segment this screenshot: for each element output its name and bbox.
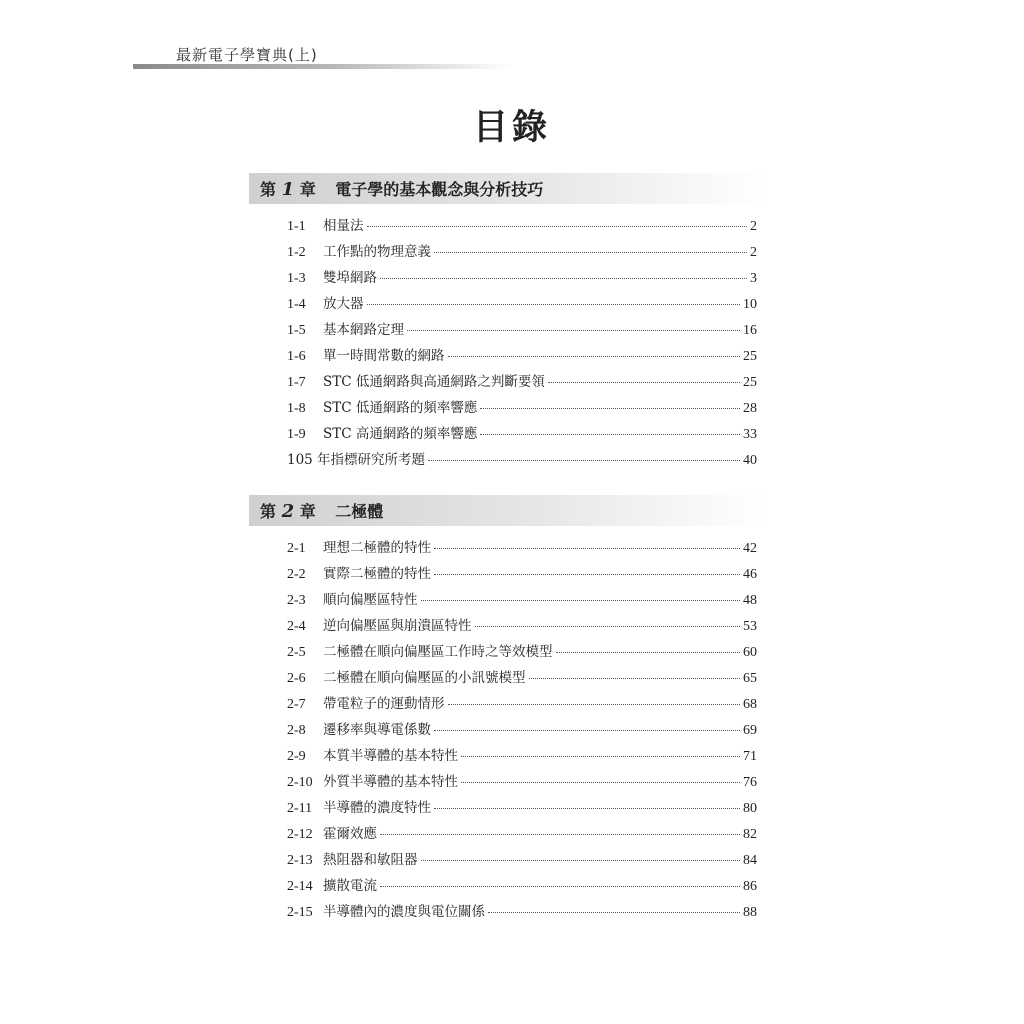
entry-title: 工作點的物理意義 — [323, 244, 431, 260]
toc-entry — [287, 900, 757, 926]
entry-title: 遷移率與導電係數 — [323, 722, 431, 738]
entry-page-number: 2 — [750, 219, 757, 234]
toc-entry — [287, 822, 757, 848]
toc-entry — [287, 396, 757, 422]
toc-entry — [287, 588, 757, 614]
entry-number: 2-6 — [287, 671, 306, 686]
entry-number: 2-3 — [287, 593, 306, 608]
entry-page-number: 82 — [743, 827, 757, 842]
entry-page-number: 84 — [743, 853, 757, 868]
entry-page-number: 3 — [750, 271, 757, 286]
dot-leader — [548, 382, 740, 383]
entry-number: 1-2 — [287, 245, 306, 260]
chapter-1-entries — [287, 214, 757, 474]
toc-entry — [287, 240, 757, 266]
dot-leader — [461, 756, 740, 757]
toc-entry — [287, 640, 757, 666]
entry-page-number: 65 — [743, 671, 757, 686]
toc-entry — [287, 744, 757, 770]
entry-title: 二極體在順向偏壓區工作時之等效模型 — [323, 644, 553, 660]
entry-title: 實際二極體的特性 — [323, 566, 431, 582]
entry-number: 2-7 — [287, 697, 306, 712]
entry-title: 二極體在順向偏壓區的小訊號模型 — [323, 670, 526, 686]
toc-entry — [287, 796, 757, 822]
book-title: 最新電子學寶典(上) — [176, 46, 318, 64]
entry-title: 單一時間常數的網路 — [323, 348, 445, 364]
toc-entry — [287, 614, 757, 640]
entry-page-number: 16 — [743, 323, 757, 338]
entry-number: 2-12 — [287, 827, 313, 842]
entry-page-number: 25 — [743, 349, 757, 364]
toc-entry — [287, 536, 757, 562]
entry-number: 2-11 — [287, 801, 313, 816]
dot-leader — [556, 652, 741, 653]
entry-title: 雙埠網路 — [323, 270, 377, 286]
entry-number: 2-9 — [287, 749, 306, 764]
entry-page-number: 69 — [743, 723, 757, 738]
chapter-prefix: 第 — [260, 502, 277, 521]
entry-page-number: 60 — [743, 645, 757, 660]
dot-leader — [475, 626, 741, 627]
toc-entry — [287, 692, 757, 718]
entry-number: 1-8 — [287, 401, 306, 416]
entry-title: 理想二極體的特性 — [323, 540, 431, 556]
toc-entry — [287, 370, 757, 396]
entry-title: 外質半導體的基本特性 — [323, 774, 458, 790]
dot-leader — [448, 704, 741, 705]
entry-page-number: 80 — [743, 801, 757, 816]
dot-leader — [529, 678, 741, 679]
entry-number: 2-5 — [287, 645, 306, 660]
entry-page-number: 10 — [743, 297, 757, 312]
toc-entry — [287, 718, 757, 744]
entry-number: 2-1 — [287, 541, 306, 556]
dot-leader — [434, 574, 740, 575]
dot-leader — [380, 886, 740, 887]
entry-number: 1-1 — [287, 219, 306, 234]
entry-number: 1-6 — [287, 349, 306, 364]
entry-title: 順向偏壓區特性 — [323, 592, 418, 608]
entry-title: 105 年指標研究所考題 — [287, 452, 426, 468]
dot-leader — [380, 278, 747, 279]
entry-title: STC 低通網路與高通網路之判斷要領 — [323, 374, 545, 390]
dot-leader — [434, 548, 740, 549]
entry-page-number: 46 — [743, 567, 757, 582]
entry-page-number: 88 — [743, 905, 757, 920]
entry-title: 帶電粒子的運動情形 — [323, 696, 445, 712]
toc-entry — [287, 770, 757, 796]
entry-number: 2-2 — [287, 567, 306, 582]
entry-title: 相量法 — [323, 218, 364, 234]
entry-page-number: 53 — [743, 619, 757, 634]
entry-title: 放大器 — [323, 296, 364, 312]
dot-leader — [367, 304, 741, 305]
header-rule — [133, 64, 513, 69]
dot-leader — [488, 912, 740, 913]
dot-leader — [367, 226, 748, 227]
entry-page-number: 33 — [743, 427, 757, 442]
chapter-number: 2 — [281, 501, 295, 522]
entry-page-number: 25 — [743, 375, 757, 390]
entry-number: 1-7 — [287, 375, 306, 390]
entry-number: 1-5 — [287, 323, 306, 338]
entry-page-number: 76 — [743, 775, 757, 790]
toc-entry — [287, 422, 757, 448]
dot-leader — [421, 860, 741, 861]
entry-title: 半導體內的濃度與電位關係 — [323, 904, 485, 920]
entry-number: 2-14 — [287, 879, 313, 894]
toc-entry — [287, 666, 757, 692]
entry-page-number: 68 — [743, 697, 757, 712]
toc-entry — [287, 292, 757, 318]
chapter-heading-text — [260, 499, 383, 522]
toc-entry — [287, 874, 757, 900]
dot-leader — [434, 808, 740, 809]
entry-number: 2-4 — [287, 619, 306, 634]
dot-leader — [448, 356, 741, 357]
chapter-prefix: 第 — [260, 180, 277, 199]
page-title: 目錄 — [472, 107, 551, 148]
dot-leader — [380, 834, 740, 835]
dot-leader — [407, 330, 740, 331]
chapter-title: 電子學的基本觀念與分析技巧 — [335, 180, 544, 199]
chapter-2-heading — [249, 495, 766, 526]
entry-number: 2-13 — [287, 853, 313, 868]
toc-entry — [287, 266, 757, 292]
chapter-title: 二極體 — [335, 502, 384, 521]
toc-entry — [287, 318, 757, 344]
entry-title: 熱阻器和敏阻器 — [323, 852, 418, 868]
chapter-suffix: 章 — [299, 180, 316, 199]
chapter-suffix: 章 — [299, 502, 316, 521]
entry-number: 2-10 — [287, 775, 313, 790]
entry-title: 基本網路定理 — [323, 322, 404, 338]
entry-page-number: 28 — [743, 401, 757, 416]
entry-page-number: 48 — [743, 593, 757, 608]
entry-title: STC 低通網路的頻率響應 — [323, 400, 478, 416]
entry-number: 1-4 — [287, 297, 306, 312]
toc-entry — [287, 562, 757, 588]
dot-leader — [480, 434, 740, 435]
running-header — [133, 44, 513, 70]
dot-leader — [428, 460, 740, 461]
dot-leader — [461, 782, 740, 783]
entry-number: 2-8 — [287, 723, 306, 738]
entry-title: 逆向偏壓區與崩潰區特性 — [323, 618, 472, 634]
entry-number: 1-3 — [287, 271, 306, 286]
entry-title: 霍爾效應 — [323, 826, 377, 842]
chapter-heading-text — [260, 177, 543, 200]
entry-title: 擴散電流 — [323, 878, 377, 894]
toc-entry — [287, 214, 757, 240]
entry-title: 本質半導體的基本特性 — [323, 748, 458, 764]
chapter-1-heading — [249, 173, 766, 204]
dot-leader — [434, 730, 740, 731]
entry-page-number: 2 — [750, 245, 757, 260]
entry-number: 2-15 — [287, 905, 313, 920]
entry-page-number: 86 — [743, 879, 757, 894]
dot-leader — [434, 252, 747, 253]
entry-number: 1-9 — [287, 427, 306, 442]
chapter-2-entries — [287, 536, 757, 926]
chapter-number: 1 — [281, 179, 295, 200]
toc-entry — [287, 848, 757, 874]
entry-title: STC 高通網路的頻率響應 — [323, 426, 478, 442]
dot-leader — [421, 600, 741, 601]
dot-leader — [480, 408, 740, 409]
entry-title: 半導體的濃度特性 — [323, 800, 431, 816]
entry-page-number: 71 — [743, 749, 757, 764]
toc-entry — [287, 344, 757, 370]
toc-entry — [287, 448, 757, 474]
entry-page-number: 40 — [743, 453, 757, 468]
entry-page-number: 42 — [743, 541, 757, 556]
